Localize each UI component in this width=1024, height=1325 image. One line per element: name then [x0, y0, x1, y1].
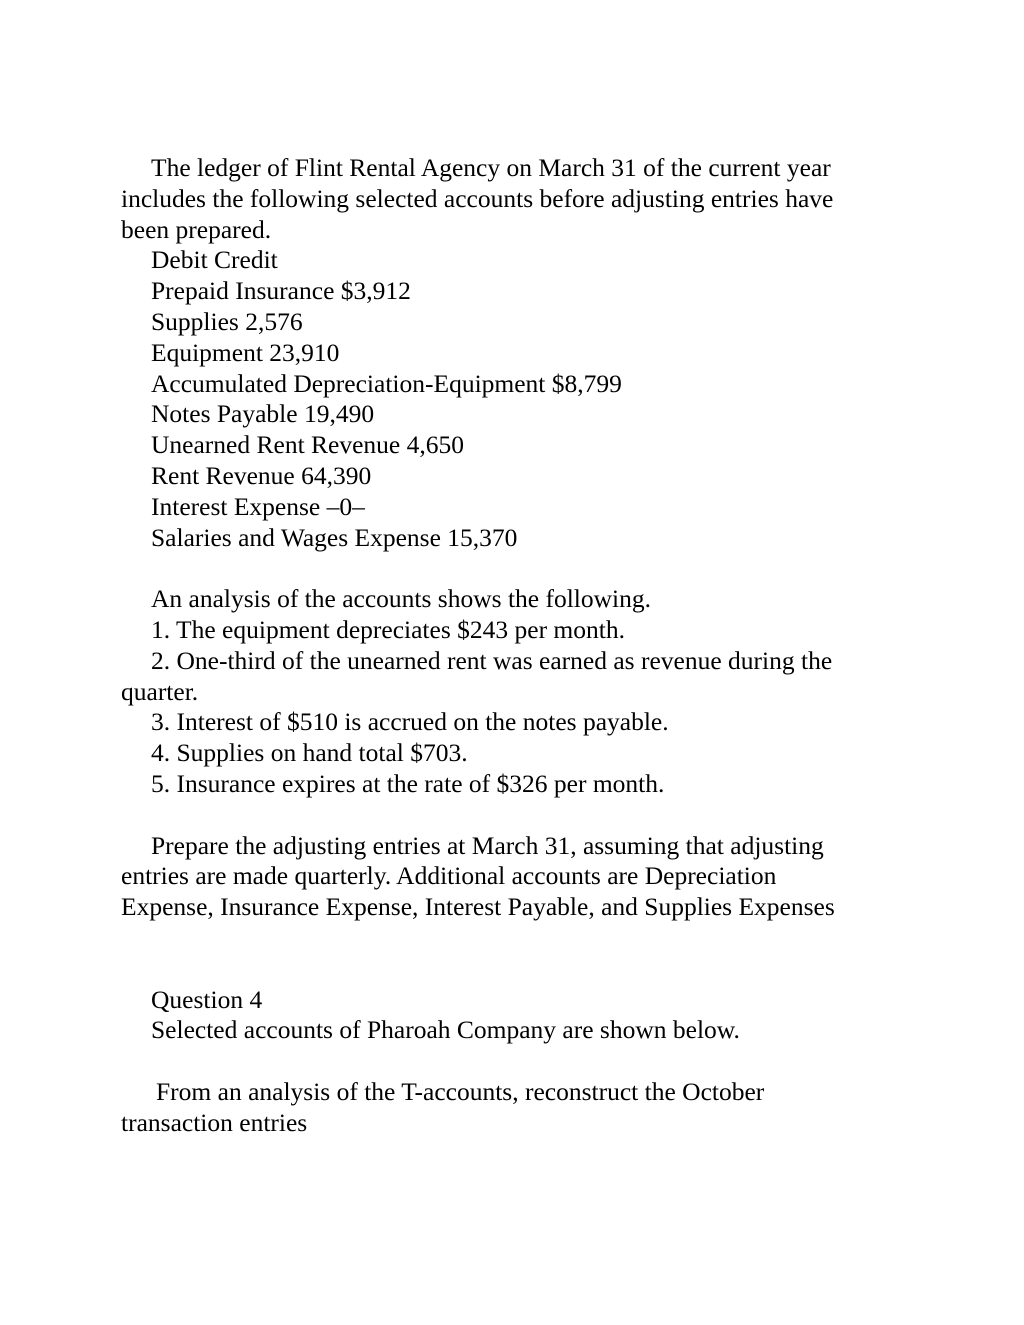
question-4-description: Selected accounts of Pharoah Company are shown below. [151, 1015, 740, 1045]
document-page [121, 153, 891, 1139]
intro-line-2: includes the following selected accounts before adjusting entries have [121, 183, 834, 213]
ledger-account-unearned-rent-revenue: Unearned Rent Revenue 4,650 [151, 430, 464, 460]
question-4-title: Question 4 [151, 984, 263, 1014]
ledger-account-accumulated-depreciation: Accumulated Depreciation-Equipment $8,799 [151, 368, 622, 398]
ledger-account-notes-payable: Notes Payable 19,490 [151, 399, 375, 429]
analysis-item-1: 1. The equipment depreciates $243 per month. [151, 614, 625, 644]
ledger-account-salaries-wages-expense: Salaries and Wages Expense 15,370 [151, 522, 518, 552]
ledger-account-rent-revenue: Rent Revenue 64,390 [151, 460, 372, 490]
ledger-account-equipment: Equipment 23,910 [151, 337, 340, 367]
intro-line-1: The ledger of Flint Rental Agency on March 31 of the current year [151, 153, 831, 182]
analysis-item-2-line-1: 2. One-third of the unearned rent was earned as revenue during the [151, 645, 833, 675]
ledger-account-interest-expense: Interest Expense –0– [151, 491, 365, 521]
intro-line-3: been prepared. [121, 214, 272, 244]
instructions-line-1: Prepare the adjusting entries at March 31, assuming that adjusting [151, 830, 824, 860]
analysis-item-4: 4. Supplies on hand total $703. [151, 738, 468, 768]
spacer [121, 553, 891, 584]
question-4-task-line-1: From an analysis of the T-accounts, reconstruct the October [156, 1076, 765, 1106]
spacer [121, 1046, 891, 1077]
spacer [121, 800, 891, 831]
instructions-line-3: Expense, Insurance Expense, Interest Payable, and Supplies Expenses [121, 892, 835, 922]
ledger-header: Debit Credit [151, 245, 278, 275]
instructions-line-2: entries are made quarterly. Additional accounts are Depreciation [121, 861, 777, 891]
spacer [121, 923, 891, 985]
question-4-task-line-2: transaction entries [121, 1107, 308, 1137]
ledger-account-supplies: Supplies 2,576 [151, 306, 303, 336]
ledger-account-prepaid-insurance: Prepaid Insurance $3,912 [151, 276, 411, 306]
analysis-heading: An analysis of the accounts shows the following. [151, 584, 652, 614]
analysis-item-3: 3. Interest of $510 is accrued on the notes payable. [151, 707, 669, 737]
analysis-item-5: 5. Insurance expires at the rate of $326 per month. [151, 768, 665, 798]
analysis-item-2-line-2: quarter. [121, 676, 199, 706]
